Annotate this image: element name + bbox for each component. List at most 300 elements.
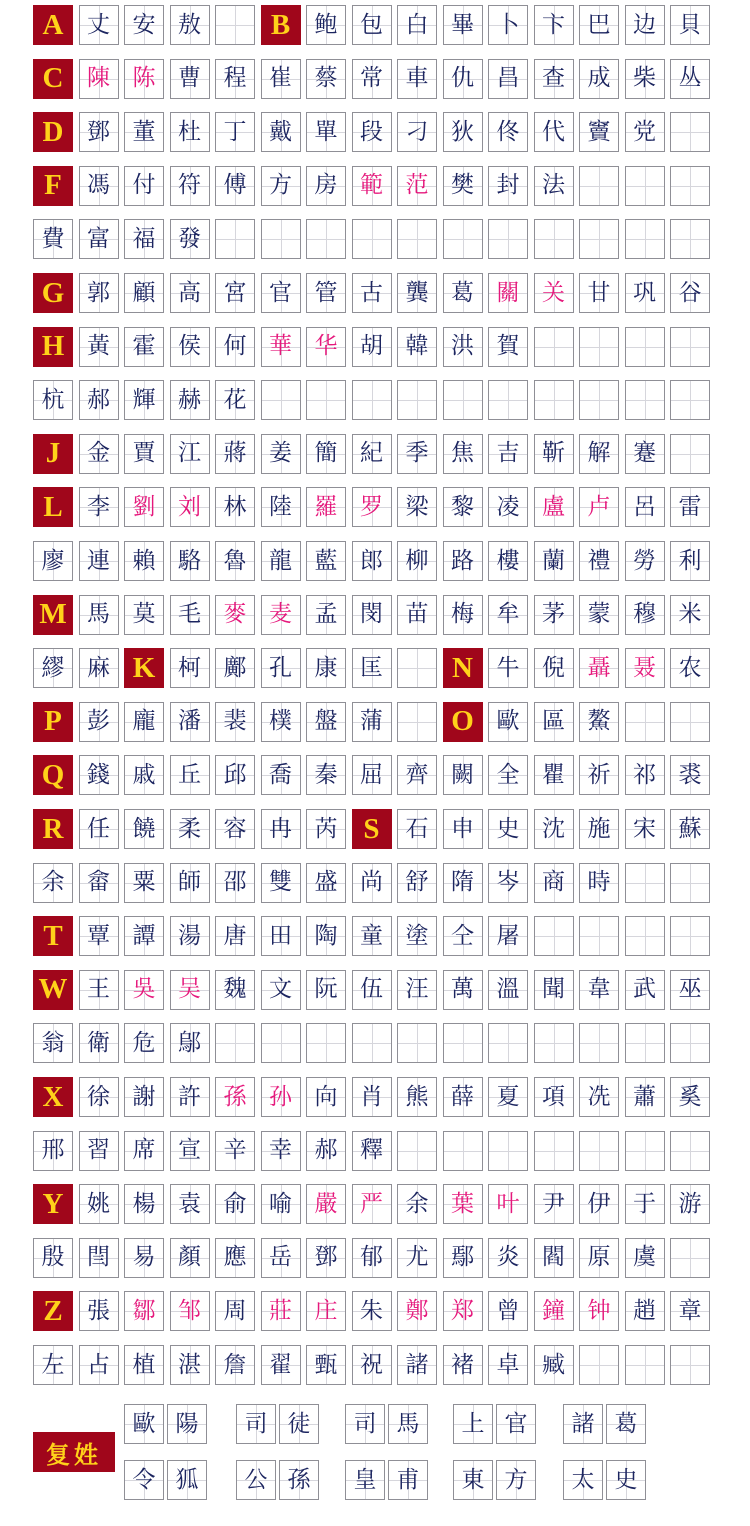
surname-cell: 付 — [124, 166, 164, 206]
surname-cell-variant: 關 — [488, 273, 528, 313]
surname-cell: 廖 — [33, 541, 73, 581]
surname-cell-variant: 华 — [306, 327, 346, 367]
empty-cell — [579, 916, 619, 956]
surname-cell: 賀 — [488, 327, 528, 367]
surname-cell: 鄢 — [443, 1238, 483, 1278]
surname-cell: 金 — [79, 434, 119, 474]
empty-cell — [670, 916, 710, 956]
surname-cell: 諸 — [397, 1345, 437, 1385]
surname-cell: 萬 — [443, 970, 483, 1010]
empty-cell — [306, 1023, 346, 1063]
surname-cell: 左 — [33, 1345, 73, 1385]
surname-cell: 戚 — [124, 755, 164, 795]
surname-cell: 褚 — [443, 1345, 483, 1385]
surname-cell: 幸 — [261, 1131, 301, 1171]
surname-cell: 刁 — [397, 112, 437, 152]
surname-cell: 熊 — [397, 1077, 437, 1117]
surname-cell: 發 — [170, 219, 210, 259]
surname-cell: 繆 — [33, 648, 73, 688]
surname-cell: 梅 — [443, 595, 483, 635]
surname-cell: 時 — [579, 863, 619, 903]
surname-cell-variant: 严 — [352, 1184, 392, 1224]
surname-cell-variant: 吴 — [170, 970, 210, 1010]
surname-cell: 雙 — [261, 863, 301, 903]
surname-cell: 蘇 — [670, 809, 710, 849]
surname-cell: 路 — [443, 541, 483, 581]
surname-cell-variant: 羅 — [306, 487, 346, 527]
surname-cell: 余 — [33, 863, 73, 903]
surname-cell: 解 — [579, 434, 619, 474]
surname-cell: 花 — [215, 380, 255, 420]
surname-cell: 賈 — [124, 434, 164, 474]
surname-cell: 喬 — [261, 755, 301, 795]
surname-cell: 侯 — [170, 327, 210, 367]
empty-cell — [670, 1023, 710, 1063]
surname-cell: 歐 — [488, 702, 528, 742]
surname-cell: 舒 — [397, 863, 437, 903]
surname-cell: 危 — [124, 1023, 164, 1063]
surname-cell: 虞 — [625, 1238, 665, 1278]
empty-cell — [488, 380, 528, 420]
surname-cell: 藍 — [306, 541, 346, 581]
empty-cell — [625, 1131, 665, 1171]
surname-cell: 伊 — [579, 1184, 619, 1224]
surname-cell-variant: 葉 — [443, 1184, 483, 1224]
surname-cell: 林 — [215, 487, 255, 527]
surname-cell: 芮 — [306, 809, 346, 849]
empty-cell — [534, 1023, 574, 1063]
surname-cell-variant: 鄭 — [397, 1291, 437, 1331]
compound-surname-cell: 史 — [606, 1460, 646, 1500]
section-letter-x: X — [33, 1077, 73, 1117]
section-letter-s: S — [352, 809, 392, 849]
compound-surname-cell: 官 — [496, 1404, 536, 1444]
surname-cell: 馮 — [79, 166, 119, 206]
empty-cell — [488, 1023, 528, 1063]
surname-cell: 蕭 — [625, 1077, 665, 1117]
surname-cell: 段 — [352, 112, 392, 152]
surname-cell: 洪 — [443, 327, 483, 367]
surname-cell: 高 — [170, 273, 210, 313]
empty-cell — [670, 112, 710, 152]
surname-cell: 席 — [124, 1131, 164, 1171]
surname-cell: 法 — [534, 166, 574, 206]
empty-cell — [443, 380, 483, 420]
empty-cell — [306, 380, 346, 420]
surname-cell: 康 — [306, 648, 346, 688]
surname-cell: 盤 — [306, 702, 346, 742]
surname-cell: 章 — [670, 1291, 710, 1331]
surname-cell: 孟 — [306, 595, 346, 635]
surname-cell: 甘 — [579, 273, 619, 313]
section-letter-q: Q — [33, 755, 73, 795]
surname-cell: 勞 — [625, 541, 665, 581]
surname-cell-variant: 吳 — [124, 970, 164, 1010]
surname-cell: 柳 — [397, 541, 437, 581]
surname-cell: 卞 — [534, 5, 574, 45]
empty-cell — [579, 1131, 619, 1171]
surname-cell-variant: 陳 — [79, 59, 119, 99]
surname-cell: 闕 — [443, 755, 483, 795]
surname-cell: 冼 — [579, 1077, 619, 1117]
surname-cell: 傅 — [215, 166, 255, 206]
surname-cell: 曹 — [170, 59, 210, 99]
compound-surname-cell: 令 — [124, 1460, 164, 1500]
surname-cell: 龍 — [261, 541, 301, 581]
empty-cell — [670, 219, 710, 259]
compound-surname-label: 复姓 — [33, 1432, 115, 1472]
surname-cell: 黃 — [79, 327, 119, 367]
surname-cell: 丈 — [79, 5, 119, 45]
surname-cell: 祁 — [625, 755, 665, 795]
surname-cell-variant: 麦 — [261, 595, 301, 635]
empty-cell — [670, 1345, 710, 1385]
surname-cell: 葛 — [443, 273, 483, 313]
surname-cell: 商 — [534, 863, 574, 903]
compound-surname-cell: 孫 — [279, 1460, 319, 1500]
section-letter-z: Z — [33, 1291, 73, 1331]
surname-cell: 董 — [124, 112, 164, 152]
surname-cell: 史 — [488, 809, 528, 849]
section-letter-r: R — [33, 809, 73, 849]
surname-cell-variant: 邹 — [170, 1291, 210, 1331]
surname-cell: 許 — [170, 1077, 210, 1117]
surname-cell: 龔 — [397, 273, 437, 313]
surname-cell: 常 — [352, 59, 392, 99]
surname-cell: 湯 — [170, 916, 210, 956]
surname-cell: 敖 — [170, 5, 210, 45]
surname-cell: 于 — [625, 1184, 665, 1224]
empty-cell — [625, 166, 665, 206]
surname-cell: 包 — [352, 5, 392, 45]
empty-cell — [625, 863, 665, 903]
section-letter-a: A — [33, 5, 73, 45]
compound-surname-cell: 徒 — [279, 1404, 319, 1444]
empty-cell — [443, 219, 483, 259]
section-letter-n: N — [443, 648, 483, 688]
surname-cell: 隋 — [443, 863, 483, 903]
surname-cell: 阮 — [306, 970, 346, 1010]
compound-surname-cell: 諸 — [563, 1404, 603, 1444]
section-letter-y: Y — [33, 1184, 73, 1224]
surname-cell: 武 — [625, 970, 665, 1010]
surname-cell: 丛 — [670, 59, 710, 99]
surname-cell: 朱 — [352, 1291, 392, 1331]
surname-cell: 邢 — [33, 1131, 73, 1171]
surname-cell: 湛 — [170, 1345, 210, 1385]
surname-cell: 毛 — [170, 595, 210, 635]
surname-cell-variant: 关 — [534, 273, 574, 313]
compound-surname-cell: 葛 — [606, 1404, 646, 1444]
surname-cell: 柯 — [170, 648, 210, 688]
section-letter-g: G — [33, 273, 73, 313]
surname-cell: 魏 — [215, 970, 255, 1010]
section-letter-j: J — [33, 434, 73, 474]
surname-cell: 卓 — [488, 1345, 528, 1385]
surname-cell: 蔣 — [215, 434, 255, 474]
empty-cell — [625, 916, 665, 956]
section-letter-c: C — [33, 59, 73, 99]
empty-cell — [534, 916, 574, 956]
compound-surname-cell: 司 — [345, 1404, 385, 1444]
surname-cell: 麻 — [79, 648, 119, 688]
empty-cell — [261, 219, 301, 259]
surname-cell: 蒲 — [352, 702, 392, 742]
surname-cell: 季 — [397, 434, 437, 474]
surname-cell: 裘 — [670, 755, 710, 795]
surname-cell: 塗 — [397, 916, 437, 956]
surname-cell: 輝 — [124, 380, 164, 420]
compound-surname-cell: 馬 — [388, 1404, 428, 1444]
surname-cell: 谷 — [670, 273, 710, 313]
surname-cell: 郝 — [79, 380, 119, 420]
surname-cell: 馬 — [79, 595, 119, 635]
surname-cell: 申 — [443, 809, 483, 849]
compound-surname-cell: 皇 — [345, 1460, 385, 1500]
surname-cell: 俞 — [215, 1184, 255, 1224]
surname-cell: 任 — [79, 809, 119, 849]
surname-cell: 施 — [579, 809, 619, 849]
surname-cell: 江 — [170, 434, 210, 474]
surname-cell: 沈 — [534, 809, 574, 849]
empty-cell — [670, 166, 710, 206]
surname-cell-variant: 鄒 — [124, 1291, 164, 1331]
surname-cell: 溫 — [488, 970, 528, 1010]
surname-cell: 童 — [352, 916, 392, 956]
surname-cell: 屈 — [352, 755, 392, 795]
surname-cell: 鲍 — [306, 5, 346, 45]
surname-cell: 房 — [306, 166, 346, 206]
section-letter-l: L — [33, 487, 73, 527]
surname-cell: 薛 — [443, 1077, 483, 1117]
empty-cell — [625, 1023, 665, 1063]
surname-cell: 戴 — [261, 112, 301, 152]
surname-cell: 聞 — [534, 970, 574, 1010]
surname-cell-variant: 陈 — [124, 59, 164, 99]
surname-cell: 莫 — [124, 595, 164, 635]
surname-cell: 宣 — [170, 1131, 210, 1171]
compound-surname-cell: 陽 — [167, 1404, 207, 1444]
surname-cell: 宋 — [625, 809, 665, 849]
surname-cell-variant: 華 — [261, 327, 301, 367]
surname-cell-variant: 聶 — [579, 648, 619, 688]
empty-cell — [306, 219, 346, 259]
surname-cell: 边 — [625, 5, 665, 45]
empty-cell — [534, 219, 574, 259]
surname-cell-variant: 叶 — [488, 1184, 528, 1224]
surname-cell: 裴 — [215, 702, 255, 742]
surname-cell: 雷 — [670, 487, 710, 527]
empty-cell — [670, 1131, 710, 1171]
surname-cell: 柴 — [625, 59, 665, 99]
surname-cell-variant: 卢 — [579, 487, 619, 527]
compound-surname-cell: 歐 — [124, 1404, 164, 1444]
surname-cell: 何 — [215, 327, 255, 367]
surname-cell: 冉 — [261, 809, 301, 849]
surname-cell: 余 — [397, 1184, 437, 1224]
surname-cell: 殷 — [33, 1238, 73, 1278]
surname-cell: 霍 — [124, 327, 164, 367]
surname-cell: 韋 — [579, 970, 619, 1010]
surname-cell: 竇 — [579, 112, 619, 152]
compound-surname-cell: 狐 — [167, 1460, 207, 1500]
surname-cell: 釋 — [352, 1131, 392, 1171]
empty-cell — [215, 1023, 255, 1063]
surname-cell-variant: 孙 — [261, 1077, 301, 1117]
surname-cell: 顏 — [170, 1238, 210, 1278]
surname-cell: 利 — [670, 541, 710, 581]
surname-cell: 代 — [534, 112, 574, 152]
surname-cell: 單 — [306, 112, 346, 152]
surname-cell-variant: 罗 — [352, 487, 392, 527]
section-letter-t: T — [33, 916, 73, 956]
surname-cell: 郁 — [352, 1238, 392, 1278]
surname-cell: 韓 — [397, 327, 437, 367]
surname-cell: 鄔 — [170, 1023, 210, 1063]
surname-cell: 臧 — [534, 1345, 574, 1385]
surname-cell: 符 — [170, 166, 210, 206]
surname-cell-variant: 郑 — [443, 1291, 483, 1331]
surname-cell: 卜 — [488, 5, 528, 45]
surname-cell: 易 — [124, 1238, 164, 1278]
surname-cell: 樸 — [261, 702, 301, 742]
surname-cell: 赫 — [170, 380, 210, 420]
surname-cell: 甄 — [306, 1345, 346, 1385]
empty-cell — [352, 219, 392, 259]
surname-cell-variant: 麥 — [215, 595, 255, 635]
surname-cell: 伍 — [352, 970, 392, 1010]
empty-cell — [670, 1238, 710, 1278]
empty-cell — [352, 380, 392, 420]
surname-cell-variant: 刘 — [170, 487, 210, 527]
empty-cell — [443, 1131, 483, 1171]
surname-cell: 閔 — [352, 595, 392, 635]
surname-cell: 占 — [79, 1345, 119, 1385]
surname-cell: 鰲 — [579, 702, 619, 742]
surname-cell: 郝 — [306, 1131, 346, 1171]
surname-cell: 封 — [488, 166, 528, 206]
surname-cell: 方 — [261, 166, 301, 206]
surname-cell: 謝 — [124, 1077, 164, 1117]
surname-cell: 姜 — [261, 434, 301, 474]
surname-cell: 邵 — [215, 863, 255, 903]
surname-cell: 邱 — [215, 755, 255, 795]
surname-cell: 呂 — [625, 487, 665, 527]
surname-cell: 丘 — [170, 755, 210, 795]
empty-cell — [215, 5, 255, 45]
surname-cell: 顧 — [124, 273, 164, 313]
section-letter-m: M — [33, 595, 73, 635]
surname-cell: 炎 — [488, 1238, 528, 1278]
surname-cell: 鄧 — [306, 1238, 346, 1278]
compound-surname-cell: 甫 — [388, 1460, 428, 1500]
surname-cell: 喻 — [261, 1184, 301, 1224]
empty-cell — [352, 1023, 392, 1063]
surname-cell: 富 — [79, 219, 119, 259]
surname-cell-variant: 孫 — [215, 1077, 255, 1117]
surname-cell: 岳 — [261, 1238, 301, 1278]
surname-cell: 詹 — [215, 1345, 255, 1385]
empty-cell — [397, 1023, 437, 1063]
surname-cell: 柔 — [170, 809, 210, 849]
surname-cell: 米 — [670, 595, 710, 635]
surname-cell: 陸 — [261, 487, 301, 527]
surname-cell: 白 — [397, 5, 437, 45]
section-letter-b: B — [261, 5, 301, 45]
surname-cell: 安 — [124, 5, 164, 45]
surname-cell: 師 — [170, 863, 210, 903]
surname-cell: 崔 — [261, 59, 301, 99]
surname-cell: 應 — [215, 1238, 255, 1278]
surname-cell: 夏 — [488, 1077, 528, 1117]
surname-cell: 管 — [306, 273, 346, 313]
surname-cell: 紀 — [352, 434, 392, 474]
surname-cell: 茅 — [534, 595, 574, 635]
empty-cell — [670, 327, 710, 367]
surname-cell: 屠 — [488, 916, 528, 956]
section-letter-w: W — [33, 970, 73, 1010]
empty-cell — [397, 1131, 437, 1171]
surname-cell: 粟 — [124, 863, 164, 903]
surname-cell-variant: 钟 — [579, 1291, 619, 1331]
surname-cell-variant: 盧 — [534, 487, 574, 527]
surname-cell: 尚 — [352, 863, 392, 903]
surname-cell-variant: 範 — [352, 166, 392, 206]
surname-cell: 巴 — [579, 5, 619, 45]
surname-cell: 姚 — [79, 1184, 119, 1224]
surname-cell: 習 — [79, 1131, 119, 1171]
surname-cell: 車 — [397, 59, 437, 99]
empty-cell — [488, 1131, 528, 1171]
surname-cell: 石 — [397, 809, 437, 849]
surname-cell: 翁 — [33, 1023, 73, 1063]
surname-cell: 翟 — [261, 1345, 301, 1385]
empty-cell — [625, 380, 665, 420]
empty-cell — [670, 380, 710, 420]
surname-cell: 畲 — [79, 863, 119, 903]
surname-cell: 焦 — [443, 434, 483, 474]
surname-cell: 田 — [261, 916, 301, 956]
empty-cell — [625, 702, 665, 742]
surname-cell: 宮 — [215, 273, 255, 313]
surname-cell: 蘭 — [534, 541, 574, 581]
surname-cell: 原 — [579, 1238, 619, 1278]
surname-cell: 趙 — [625, 1291, 665, 1331]
surname-cell: 郭 — [79, 273, 119, 313]
surname-cell: 牛 — [488, 648, 528, 688]
surname-cell: 胡 — [352, 327, 392, 367]
empty-cell — [488, 219, 528, 259]
surname-cell: 潘 — [170, 702, 210, 742]
surname-cell: 农 — [670, 648, 710, 688]
compound-surname-cell: 東 — [453, 1460, 493, 1500]
surname-cell: 鄧 — [79, 112, 119, 152]
empty-cell — [579, 380, 619, 420]
empty-cell — [443, 1023, 483, 1063]
surname-cell: 衛 — [79, 1023, 119, 1063]
empty-cell — [670, 863, 710, 903]
surname-cell: 徐 — [79, 1077, 119, 1117]
surname-cell-variant: 鐘 — [534, 1291, 574, 1331]
surname-cell: 楊 — [124, 1184, 164, 1224]
section-letter-d: D — [33, 112, 73, 152]
surname-cell: 官 — [261, 273, 301, 313]
surname-cell: 樊 — [443, 166, 483, 206]
surname-cell: 蔡 — [306, 59, 346, 99]
surname-cell: 連 — [79, 541, 119, 581]
empty-cell — [261, 380, 301, 420]
surname-cell: 查 — [534, 59, 574, 99]
